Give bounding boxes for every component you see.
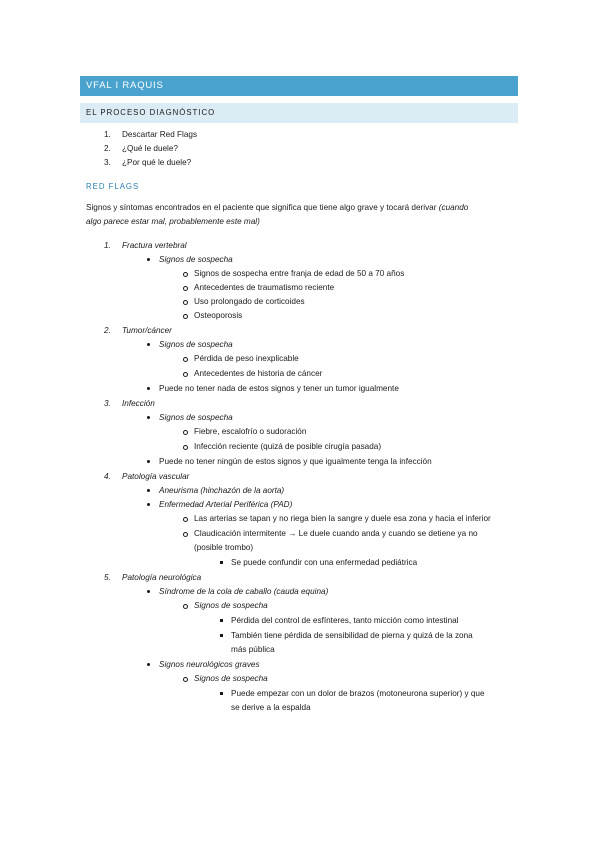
bullet-text: También tiene pérdida de sensibilidad de pierna y quizá de la zona xyxy=(231,631,473,640)
bullet-text: Signos de sospecha xyxy=(194,601,268,610)
bullet-dot xyxy=(147,460,150,463)
bullet-dot xyxy=(147,258,150,261)
item-title: Fractura vertebral xyxy=(122,241,187,250)
bullet-circle xyxy=(183,286,188,291)
bullet-circle xyxy=(183,517,188,522)
intro-text xyxy=(86,202,468,213)
bullet-circle xyxy=(183,677,188,682)
sub-heading: Enfermedad Arterial Periférica (PAD) xyxy=(159,500,293,509)
item-number: 3. xyxy=(104,399,111,408)
step-text: ¿Qué le duele? xyxy=(122,144,178,153)
bullet-dot xyxy=(147,489,150,492)
bullet-text: Uso prolongado de corticoides xyxy=(194,297,305,306)
bullet-text: Claudicación intermitente → Le duele cuando anda y cuando se detiene ya no xyxy=(194,529,478,538)
red-flags-heading: RED FLAGS xyxy=(86,182,140,191)
item-title: Patología vascular xyxy=(122,472,190,481)
bullet-text-continued: más pública xyxy=(231,645,275,654)
item-number: 2. xyxy=(104,326,111,335)
intro-text-a: Signos y síntomas encontrados en el paciente que significa que tiene algo grave y tocará derivar xyxy=(86,203,437,212)
bullet-text: Signos de sospecha xyxy=(194,674,268,683)
intro-text-b: (cuando xyxy=(438,203,469,212)
intro-text-c: algo parece estar mal, probablemente este mal) xyxy=(86,217,260,226)
bullet-circle xyxy=(183,604,188,609)
step-text: ¿Por qué le duele? xyxy=(122,158,192,167)
bullet-text: Osteoporosis xyxy=(194,311,243,320)
bullet-text: Se puede confundir con una enfermedad pediátrica xyxy=(231,558,418,567)
note-text: Puede no tener ningún de estos signos y que igualmente tenga la infección xyxy=(159,457,432,466)
bullet-dot xyxy=(147,663,150,666)
bullet-text: Las arterias se tapan y no riega bien la sangre y duele esa zona y hacia el inferior xyxy=(194,514,491,523)
sub-heading: Aneurisma (hinchazón de la aorta) xyxy=(159,486,285,495)
bullet-square xyxy=(220,619,223,622)
bullet-text: Signos de sospecha entre franja de edad de 50 a 70 años xyxy=(194,269,405,278)
step-text: Descartar Red Flags xyxy=(122,130,198,139)
bullet-text-continued: se derive a la espalda xyxy=(231,703,311,712)
sub-heading: Signos de sospecha xyxy=(159,255,233,264)
bullet-dot xyxy=(147,503,150,506)
bullet-text: Puede empezar con un dolor de brazos (motoneurona superior) y que xyxy=(231,689,485,698)
bullet-text-continued: (posible trombo) xyxy=(194,543,254,552)
bullet-text: Pérdida de peso inexplicable xyxy=(194,354,299,363)
bullet-text: Antecedentes de historia de cáncer xyxy=(194,369,323,378)
bullet-text: Infección reciente (quizá de posible cirugía pasada) xyxy=(194,442,382,451)
item-number: 4. xyxy=(104,472,111,481)
bullet-square xyxy=(220,634,223,637)
bullet-text: Antecedentes de traumatismo reciente xyxy=(194,283,335,292)
bullet-circle xyxy=(183,314,188,319)
item-title: Tumor/cáncer xyxy=(122,326,172,335)
bullet-circle xyxy=(183,430,188,435)
sub-heading: Signos de sospecha xyxy=(159,413,233,422)
sub-heading: Signos neurológicos graves xyxy=(159,660,260,669)
step-number: 3. xyxy=(104,158,111,167)
step-number: 2. xyxy=(104,144,111,153)
bullet-circle xyxy=(183,445,188,450)
note-text: Puede no tener nada de estos signos y tener un tumor igualmente xyxy=(159,384,399,393)
bullet-square xyxy=(220,561,223,564)
item-number: 5. xyxy=(104,573,111,582)
sub-heading: Signos de sospecha xyxy=(159,340,233,349)
bullet-dot xyxy=(147,343,150,346)
bullet-text: Pérdida del control de esfínteres, tanto micción como intestinal xyxy=(231,616,459,625)
bullet-circle xyxy=(183,300,188,305)
document-header: VFAL I RAQUIS xyxy=(80,76,518,96)
bullet-circle xyxy=(183,272,188,277)
item-number: 1. xyxy=(104,241,111,250)
sub-heading: Síndrome de la cola de caballo (cauda equina) xyxy=(159,587,329,596)
item-title: Patología neurológica xyxy=(122,573,202,582)
bullet-circle xyxy=(183,372,188,377)
bullet-circle xyxy=(183,357,188,362)
section-heading: EL PROCESO DIAGNÓSTICO xyxy=(80,103,518,123)
bullet-text: Fiebre, escalofrío o sudoración xyxy=(194,427,307,436)
bullet-circle xyxy=(183,532,188,537)
step-number: 1. xyxy=(104,130,111,139)
bullet-dot xyxy=(147,590,150,593)
item-title: Infección xyxy=(122,399,155,408)
bullet-square xyxy=(220,692,223,695)
bullet-dot xyxy=(147,387,150,390)
bullet-dot xyxy=(147,416,150,419)
